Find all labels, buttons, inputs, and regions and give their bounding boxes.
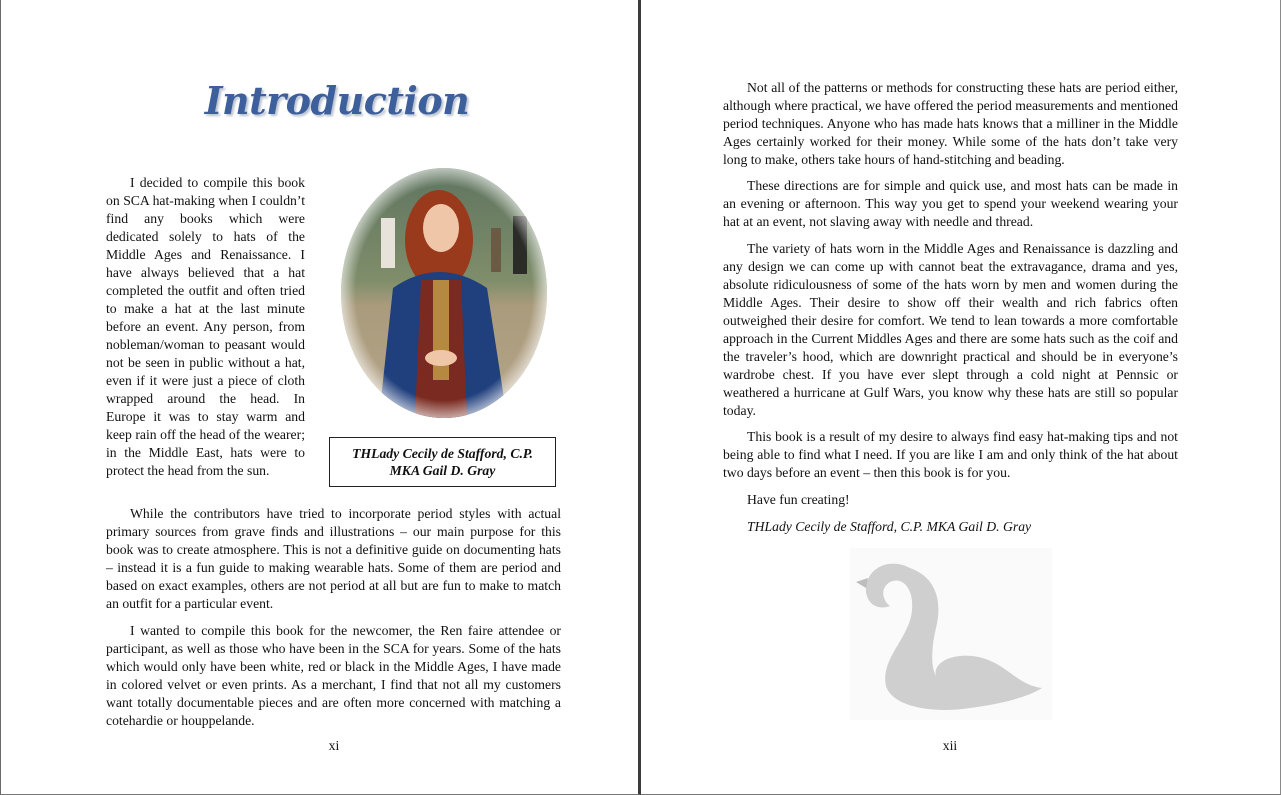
portrait-photo	[341, 168, 547, 418]
signature: THLady Cecily de Stafford, C.P. MKA Gail D. Gray	[747, 519, 1032, 534]
page-number-right: xii	[942, 738, 958, 753]
intro-paragraph-7: This book is a result of my desire to always find easy hat-making tips and not being able to find what I need. If you are like I am and only think of the hat about two days before an event – then this book is for you.	[723, 429, 1178, 480]
caption-name: THLady Cecily de Stafford, C.P.	[352, 446, 533, 461]
right-page	[641, 0, 1281, 795]
page-number-left: xi	[328, 738, 340, 753]
caption-mka: MKA Gail D. Gray	[389, 463, 496, 478]
author-portrait	[329, 160, 557, 424]
intro-paragraph-1: I decided to compile this book on SCA hat-making when I couldn’t find any books which were dedicated solely to hats of the Middle Ages and Renaissance. I have always believed that a hat completed the outfit and often tried to make a hat at the last minute before an event. Any person, from nobleman/woman to peasant would not be seen in public without a hat, even if it were just a piece of cloth wrapped around the head. In Europe it was to stay warm and keep rain off the head of the wearer; in the Middle East, hats were to protect the head from the sun.	[106, 175, 305, 478]
intro-paragraph-4: Not all of the patterns or methods for constructing these hats are period either, although where practical, we have offered the period measurements and mentioned period techniques. Anyone who has made hats knows that a milliner in the Middle Ages certainly worked for their money. While some of the hats don’t take very long to make, others take hours of hand-stitching and beading.	[723, 80, 1178, 167]
intro-paragraph-6: The variety of hats worn in the Middle Ages and Renaissance is dazzling and any design we can come up with cannot beat the extravagance, drama and yes, absolute ridiculousness of some of the hats worn by men and women during the Middle Ages. Their desire to show off their wealth and rich fabrics often outweighed their desire for comfort. We tend to lean towards a more comfortable approach in the Current Middles Ages and there are some hats such as the coif and the traveler’s hood, which are downright practical and should be in everyone’s wardrobe chest. If you have ever slept through a cold night at Pennsic or weathered a hurricane at Gulf Wars, you know why these hats are still so popular today.	[723, 241, 1178, 418]
closing-line: Have fun creating!	[747, 492, 850, 507]
intro-paragraph-5: These directions are for simple and quick use, and most hats can be made in an evening or afternoon. This way you get to spend your weekend wearing your hat at an event, not slaving away with needle and thread.	[723, 178, 1178, 229]
portrait-caption	[329, 437, 556, 487]
page-title: Introduction	[204, 78, 470, 123]
swan-watermark-icon	[850, 548, 1052, 720]
intro-paragraph-3: I wanted to compile this book for the newcomer, the Ren faire attendee or participant, as well as those who have been in the SCA for years. Some of the hats which would only have been white, red or black in the Middle Ages, I have made in colored velvet or even prints. As a merchant, I find that not all my customers want totally documentable pieces and are often more concerned with matching a cotehardie or houppelande.	[106, 623, 561, 728]
intro-paragraph-2: While the contributors have tried to incorporate period styles with actual primary sources from grave finds and illustrations – our main purpose for this book was to create atmosphere. This is not a definitive guide on documenting hats – instead it is a fun guide to making wearable hats. Some of them are period and based on exact examples, others are not period at all but are fun to make to match an outfit for a particular event.	[106, 506, 561, 611]
